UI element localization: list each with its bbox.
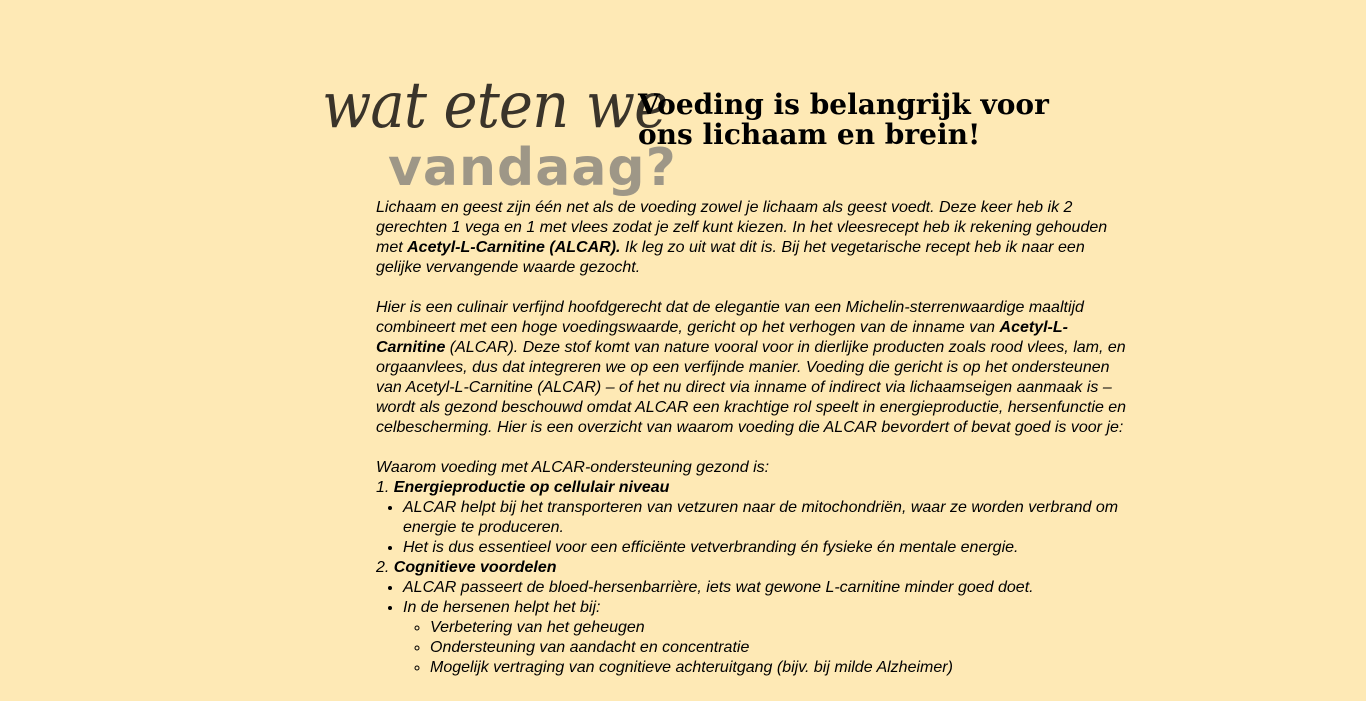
intro-text-2: Ik leg zo uit wat dit is. Bij het vegetarische recept heb ik naar een gelijke vervangende waarde gezocht.: [376, 239, 1085, 276]
section-2-sublist: [403, 618, 1128, 678]
alcar-bold: Acetyl-L-Carnitine: [376, 319, 1068, 356]
why-intro: Waarom voeding met ALCAR-ondersteuning gezond is:: [376, 459, 770, 476]
spacer: [376, 438, 1128, 458]
section-1-bullet: • ALCAR helpt bij het transporteren van vetzuren naar de mitochondriën, waar ze worden verbrand om energie te produceren.: [403, 498, 1128, 538]
logo-line-1: wat eten we: [322, 69, 668, 143]
intro-paragraph: [376, 198, 1128, 278]
section-2-bullet: • ALCAR passeert de bloed-hersenbarrière, iets wat gewone L-carnitine minder goed doet.: [403, 578, 1128, 598]
logo-line-2: vandaag?: [388, 138, 677, 198]
page-headline: Voeding is belangrijk voor ons lichaam en brein!: [638, 88, 1049, 151]
section-2-bullet-text: In de hersenen helpt het bij:: [403, 599, 601, 616]
section-2-list: [376, 578, 1128, 678]
section-1-title: Energieproductie op cellulair niveau: [393, 479, 670, 496]
logo: [318, 52, 677, 202]
section-2-subbullet: ◦ Verbetering van het geheugen: [430, 618, 1128, 638]
section-1-bullet: • Het is dus essentieel voor een efficiënte vetverbranding én fysieke én mentale energie.: [403, 538, 1128, 558]
alcar-text-2: (ALCAR). Deze stof komt van nature vooral voor in dierlijke producten zoals rood vlees, lam, en orgaanvlees, dus dat integreren we op een verfijnde manier. Voeding die gericht is op het ondersteunen van Acetyl-L-Carnitine (ALCAR) – of het nu direct via inname of indirect via lichaamseigen aanmaak is – wordt als gezond beschouwd omdat ALCAR een krachtige rol speelt in energieproductie, hersenfunctie en celbescherming. Hier is een overzicht van waarom voeding die ALCAR bevordert of bevat goed is voor je:: [376, 339, 1127, 436]
section-2-heading: [376, 558, 1128, 578]
section-1-number: 1.: [376, 479, 394, 496]
spacer: [376, 278, 1128, 298]
section-2-number: 2.: [376, 559, 394, 576]
article-body: [376, 198, 1128, 678]
alcar-paragraph: [376, 298, 1128, 438]
section-2-title: Cognitieve voordelen: [393, 559, 557, 576]
intro-text-1: Lichaam en geest zijn één net als de voeding zowel je lichaam als geest voedt. Deze keer heb ik 2 gerechten 1 vega en 1 met vlees zodat je zelf kunt kiezen. In het vleesrecept heb ik rekening gehouden met: [376, 199, 1108, 256]
section-2-subbullet: ◦ Mogelijk vertraging van cognitieve achteruitgang (bijv. bij milde Alzheimer): [430, 658, 1128, 678]
section-1-list: [376, 498, 1128, 558]
section-1-heading: [376, 478, 1128, 498]
intro-bold-alcar: Acetyl-L-Carnitine (ALCAR).: [407, 239, 621, 256]
section-2-bullet-with-sublist: [403, 598, 1128, 678]
section-2-subbullet: ◦ Ondersteuning van aandacht en concentratie: [430, 638, 1128, 658]
alcar-text-1: Hier is een culinair verfijnd hoofdgerecht dat de elegantie van een Michelin-sterrenwaardige maaltijd combineert met een hoge voedingswaarde, gericht op het verhogen van de inname van: [376, 299, 1084, 336]
